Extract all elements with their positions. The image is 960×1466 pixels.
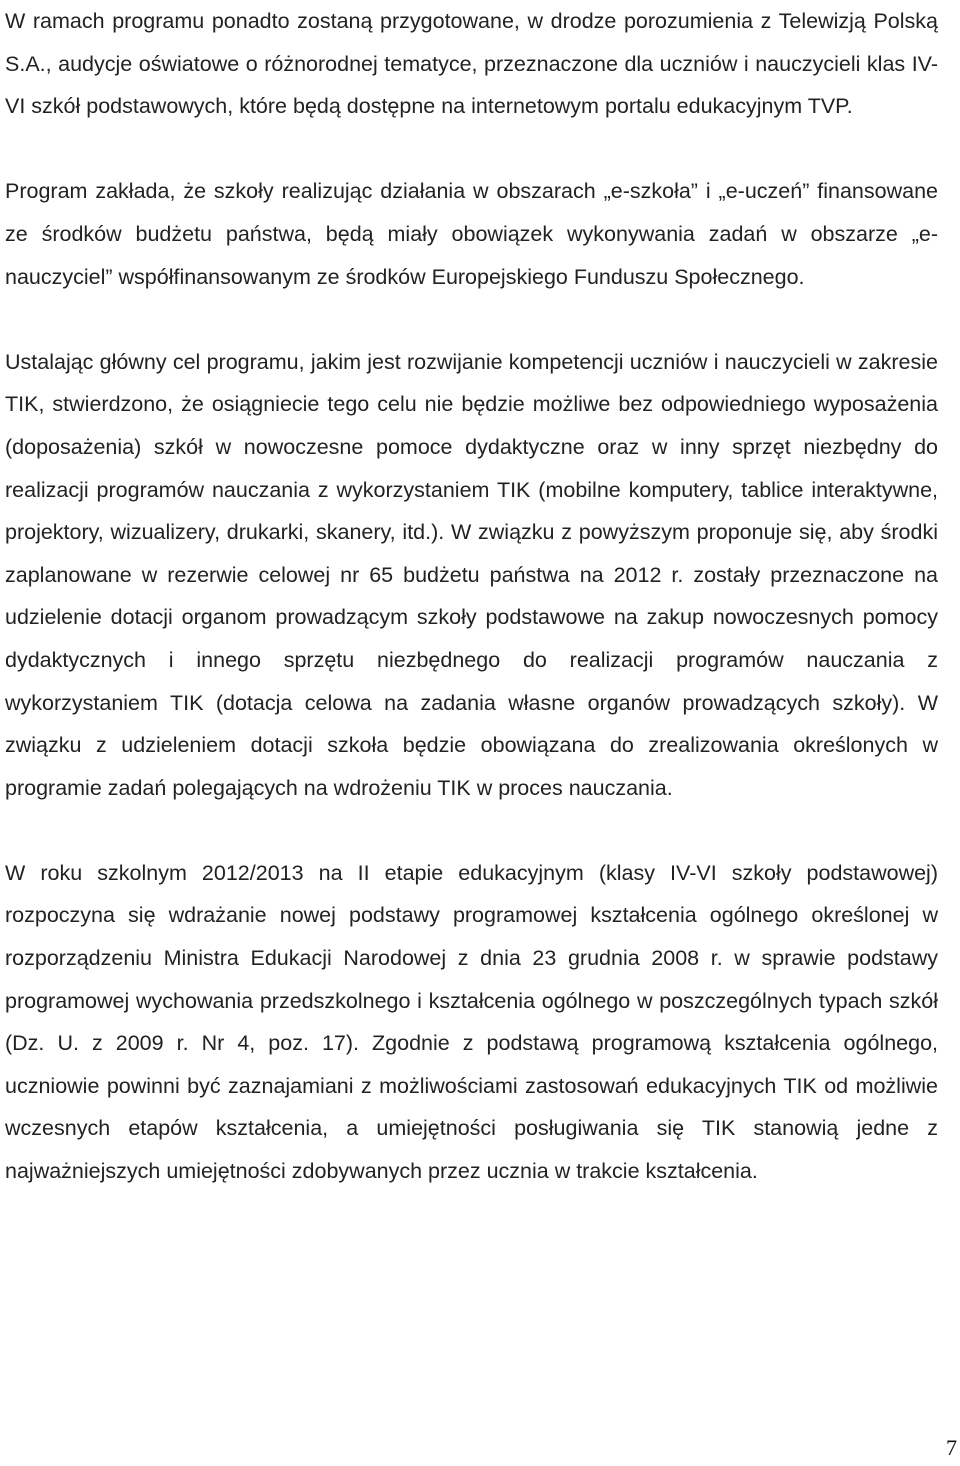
- document-body: [5, 0, 938, 1193]
- paragraph-tvp-broadcasts: W ramach programu ponadto zostaną przygotowane, w drodze porozumienia z Telewizją Polską S.A., audycje oświatowe o różnorodnej tematyce, przeznaczone dla uczniów i nauczycieli klas IV-VI szkół podstawowych, które będą dostępne na internetowym portalu edukacyjnym TVP.: [5, 9, 938, 119]
- paragraph-school-year: W roku szkolnym 2012/2013 na II etapie edukacyjnym (klasy IV-VI szkoły podstawowej) rozpoczyna się wdrażanie nowej podstawy programowej kształcenia ogólnego określonej w rozporządzeniu Ministra Edukacji Narodowej z dnia 23 grudnia 2008 r. w sprawie podstawy programowej wychowania przedszkolnego i kształcenia ogólnego w poszczególnych typach szkół (Dz. U. z 2009 r. Nr 4, poz. 17). Zgodnie z podstawą programową kształcenia ogólnego, uczniowie powinni być zaznajamiani z możliwościami zastosowań edukacyjnych TIK od możliwie wczesnych etapów kształcenia, a umiejętności posługiwania się TIK stanowią jedne z najważniejszych umiejętności zdobywanych przez ucznia w trakcie kształcenia.: [5, 860, 938, 1184]
- page-number: 7: [946, 1435, 957, 1460]
- paragraph-program-assumptions: Program zakłada, że szkoły realizując działania w obszarach „e-szkoła” i „e-uczeń” finansowane ze środków budżetu państwa, będą miały obowiązek wykonywania zadań w obszarze „e-nauczyciel” współfinansowanym ze środków Europejskiego Funduszu Społecznego.: [5, 179, 938, 289]
- paragraph-program-goal: Ustalając główny cel programu, jakim jest rozwijanie kompetencji uczniów i nauczycieli w zakresie TIK, stwierdzono, że osiągniecie tego celu nie będzie możliwe bez odpowiedniego wyposażenia (doposażenia) szkół w nowoczesne pomoce dydaktyczne oraz w inny sprzęt niezbędny do realizacji programów nauczania z wykorzystaniem TIK (mobilne komputery, tablice interaktywne, projektory, wizualizery, drukarki, skanery, itd.). W związku z powyższym proponuje się, aby środki zaplanowane w rezerwie celowej nr 65 budżetu państwa na 2012 r. zostały przeznaczone na udzielenie dotacji organom prowadzącym szkoły podstawowe na zakup nowoczesnych pomocy dydaktycznych i innego sprzętu niezbędnego do realizacji programów nauczania z wykorzystaniem TIK (dotacja celowa na zadania własne organów prowadzących szkoły). W związku z udzieleniem dotacji szkoła będzie obowiązana do zrealizowania określonych w programie zadań polegających na wdrożeniu TIK w proces nauczania.: [5, 349, 938, 800]
